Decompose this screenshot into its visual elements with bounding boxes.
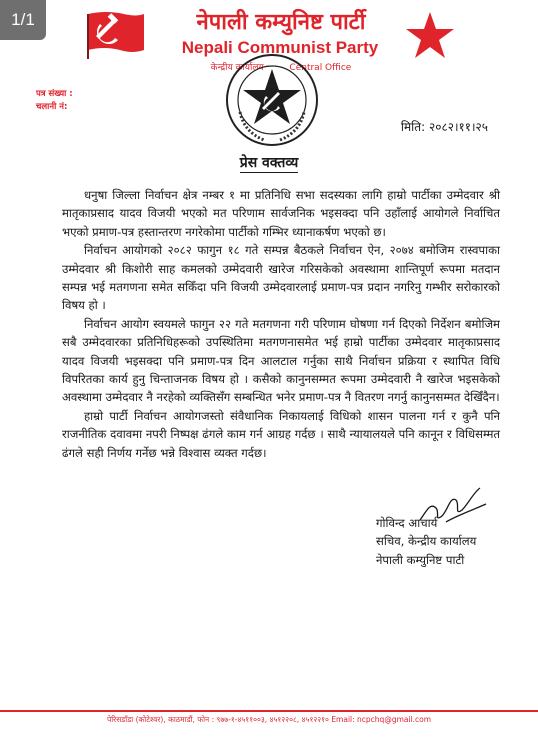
page-counter: 1/1 — [0, 0, 46, 40]
paragraph-4: हाम्रो पार्टी निर्वाचन आयोगजस्तो संवैधानिक निकायलाई विधिको शासन पालना गर्न र कुनै पनि राजनीतिक दवावमा नपरी निष्पक्ष ढंगले काम गर्न आग्रह गर्दछ । साथै न्यायालयले पनि कानून र विधिसम्मत ढंगले सही निर्णय गर्नेछ भन्ने विश्वास व्यक्त गर्दछ। — [62, 408, 500, 460]
party-name-nepali: नेपाली कम्युनिष्ट पार्टी — [196, 10, 366, 35]
reference-number-label: पत्र संख्या : — [36, 89, 73, 99]
signatory-name: गोविन्द आचार्य — [376, 516, 438, 530]
footer-contact: पेरिसडाँडा (कोटेश्वर), काठमाडौं, फोन : ९७७-१-४५११००३, ४५१२२०८, ४५१२२१० Email: ncpchq@gmail.com — [106, 715, 432, 724]
office-nepali: केन्द्रीय कार्यालय — [210, 63, 264, 73]
paragraph-1: धनुषा जिल्ला निर्वाचन क्षेत्र नम्बर १ मा प्रतिनिधि सभा सदस्यका लागि हाम्रो पार्टीका उम्मेदवार श्री मातृकाप्रसाद यादव विजयी भएको मत परिणाम सार्वजनिक भइसक्दा पनि उहाँलाई आयोगले निर्वाचित भएको प्रमाण-पत्र हस्तान्तरण नगरेकोमा पार्टीको गम्भिर ध्यानाकर्षण भएको छ। — [62, 188, 500, 239]
footer-divider — [0, 710, 538, 712]
red-star-icon — [404, 10, 456, 60]
signatory-designation: सचिव, केन्द्रीय कार्यालय — [376, 534, 477, 549]
dispatch-number-label: चलानी नं: — [36, 102, 68, 112]
press-statement-title: प्रेस वक्तव्य — [239, 155, 299, 171]
party-name-english: Nepali Communist Party — [181, 38, 379, 57]
paragraph-3: निर्वाचन आयोग स्वयमले फागुन २२ गते मतगणना गरी परिणाम घोषणा गर्न दिएको निर्देशन बमोजिम सबै उम्मेदवारका प्रतिनिधिहरूको उपस्थितिमा मतगणनासमेत भई हाम्रो पार्टीका उम्मेदवार मातृकाप्रसाद यादव विजयी भइसक्दा पनि प्रमाण-पत्र दिन आलटाल गर्नुका साथै निर्वाचन प्रक्रिया र स्थापित विधि विपरितका कार्य हुनु चिन्ताजनक विषय हो । कसैको कानुनसम्मत रूपमा उम्मेदवारी नै खारेज भइसकेको अवस्थामा उम्मेदवार नै नरहेको व्यक्तिसँग सम्बन्धित भनेर प्रमाण-पत्र नै वितरण नगर्नु कानुनसम्मत देखिँदैन। — [62, 316, 500, 405]
office-english: Central Office — [289, 63, 352, 73]
statement-body — [62, 186, 500, 462]
signatory-organization: नेपाली कम्युनिष्ट पाटी — [376, 552, 465, 567]
document-heading — [0, 153, 538, 172]
office-seal-stamp — [224, 52, 320, 148]
party-flag-icon — [86, 10, 146, 60]
signature-block — [376, 514, 476, 569]
paragraph-2: निर्वाचन आयोगको २०८२ फागुन १८ गते सम्पन्न बैठकले निर्वाचन ऐन, २०७४ बमोजिम रास्वपाका उम्मेदवार श्री किशोरी साह कमलको उम्मेदवारी खारेज गरिसकेको अवस्थामा शान्तिपूर्ण रूपमा मतदान सम्पन्न भई मतगणना समेत सकिँदा पनि विजयी उम्मेदवारलाई प्रमाण-पत्र प्रदान नगरिनु गम्भीर सरोकारको विषय हो । — [62, 243, 500, 313]
letter-date: मिति: २०८२।११।२५ — [400, 120, 488, 134]
